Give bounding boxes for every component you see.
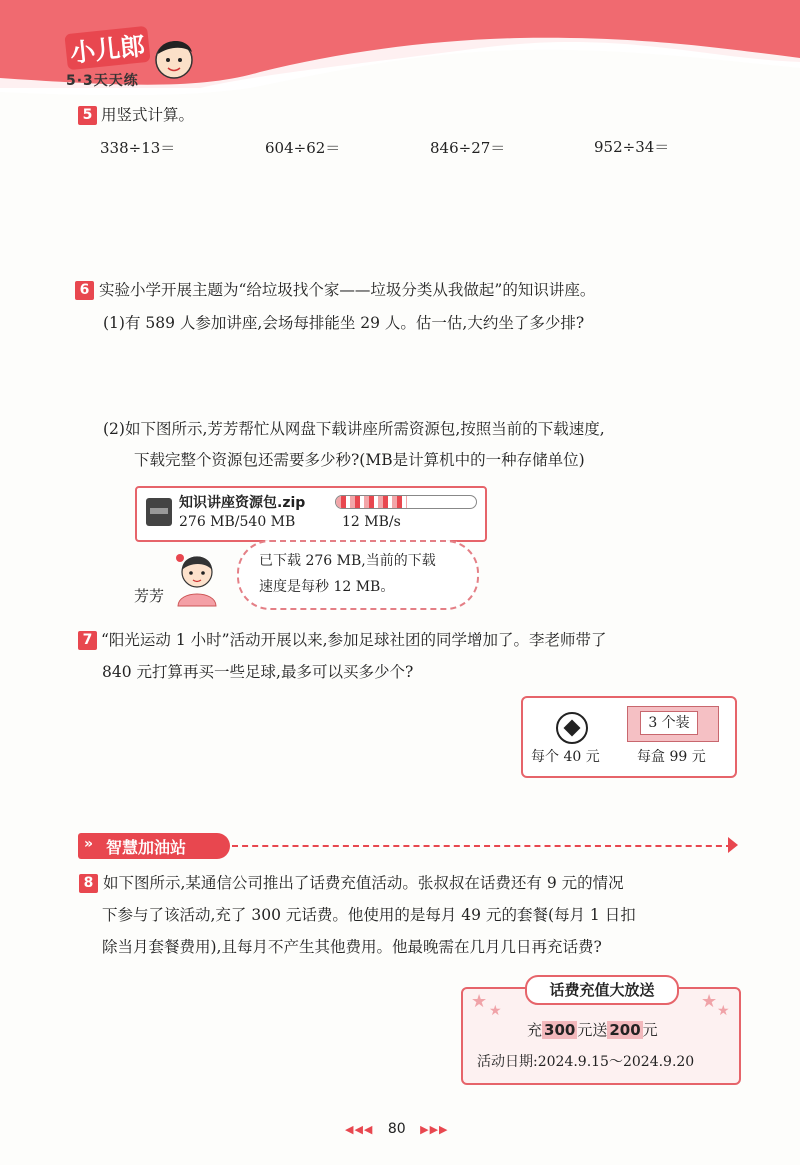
- question-number-6: 6: [75, 281, 94, 300]
- q5-equation-2: 604÷62＝: [265, 139, 341, 157]
- section-arrow-icon: »: [84, 836, 94, 852]
- page-footer: [345, 1121, 449, 1137]
- star-icon: ★: [717, 1003, 730, 1019]
- star-icon: ★: [489, 1003, 502, 1019]
- star-icon: ★: [701, 991, 718, 1012]
- q7-line-2: 840 元打算再买一些足球,最多可以买多少个?: [102, 663, 414, 681]
- offer-charge-amount: 300: [544, 1021, 576, 1039]
- q5-equation-4: 952÷34＝: [594, 138, 670, 156]
- q5-title: 用竖式计算。: [101, 106, 195, 124]
- box-label: 3 个装: [640, 711, 698, 735]
- q6-part-2-line-2: 下载完整个资源包还需要多少秒?(MB是计算机中的一种存储单位): [134, 451, 585, 469]
- football-price-panel: [521, 696, 737, 778]
- star-icon: ★: [471, 991, 488, 1012]
- brand-subtitle: 5·3天天练: [66, 73, 139, 89]
- football-icon: [556, 712, 588, 744]
- q6-title: 实验小学开展主题为“给垃圾找个家——垃圾分类从我做起”的知识讲座。: [99, 281, 596, 299]
- character-name: 芳芳: [134, 587, 165, 605]
- price-box: 每盒 99 元: [637, 749, 706, 765]
- offer-mid: 元送: [577, 1021, 608, 1039]
- section-title: 智慧加油站: [106, 838, 187, 857]
- q6-part-1: (1)有 589 人参加讲座,会场每排能坐 29 人。估一估,大约坐了多少排?: [103, 314, 585, 332]
- price-single: 每个 40 元: [531, 749, 600, 765]
- download-progress-bar: [335, 495, 477, 509]
- q7-line-1: “阳光运动 1 小时”活动开展以来,参加足球社团的同学增加了。李老师带了: [101, 631, 607, 649]
- right-arrows-icon: ▶▶▶: [420, 1123, 449, 1136]
- q8-line-3: 除当月套餐费用),且每月不产生其他费用。他最晚需在几月几日再充话费?: [102, 938, 602, 956]
- download-speed: 12 MB/s: [342, 514, 401, 530]
- speech-line-1: 已下载 276 MB,当前的下载: [259, 553, 436, 569]
- promotion-offer: [527, 1019, 658, 1040]
- speech-line-2: 速度是每秒 12 MB。: [259, 579, 395, 595]
- offer-prefix: 充: [527, 1021, 543, 1039]
- page-number: 80: [387, 1121, 406, 1137]
- download-progress-text: 276 MB/540 MB: [179, 514, 296, 530]
- mascot-boy-icon: [150, 34, 200, 84]
- brand-logo: [66, 30, 149, 90]
- download-file-name: 知识讲座资源包.zip: [179, 495, 306, 511]
- q5-equation-1: 338÷13＝: [100, 139, 176, 157]
- download-progress-fill: [336, 496, 407, 508]
- promotion-card: [461, 981, 741, 1085]
- section-header: [78, 833, 230, 859]
- section-divider: [232, 845, 732, 847]
- question-number-5: 5: [78, 106, 97, 125]
- q8-line-2: 下参与了该活动,充了 300 元话费。他使用的是每月 49 元的套餐(每月 1 日扣: [102, 906, 636, 924]
- offer-bonus-amount: 200: [609, 1021, 641, 1039]
- section-divider-arrow-icon: [728, 837, 738, 853]
- left-arrows-icon: ◀◀◀: [345, 1123, 374, 1136]
- promotion-date: 活动日期:2024.9.15～2024.9.20: [477, 1054, 695, 1070]
- zip-file-icon: [146, 498, 172, 526]
- promotion-title: 话费充值大放送: [525, 975, 679, 1005]
- download-panel: [135, 486, 487, 542]
- q8-line-1: 如下图所示,某通信公司推出了话费充值活动。张叔叔在话费还有 9 元的情况: [103, 874, 624, 892]
- offer-suffix: 元: [642, 1021, 658, 1039]
- football-box-icon: [627, 706, 719, 742]
- girl-fangfang-icon: [168, 546, 226, 608]
- brand-title: 小儿郎: [64, 26, 150, 70]
- q6-part-2-line-1: (2)如下图所示,芳芳帮忙从网盘下载讲座所需资源包,按照当前的下载速度,: [103, 420, 605, 438]
- question-number-8: 8: [79, 874, 98, 893]
- q5-equation-3: 846÷27＝: [430, 139, 506, 157]
- speech-bubble: [237, 540, 479, 610]
- question-number-7: 7: [78, 631, 97, 650]
